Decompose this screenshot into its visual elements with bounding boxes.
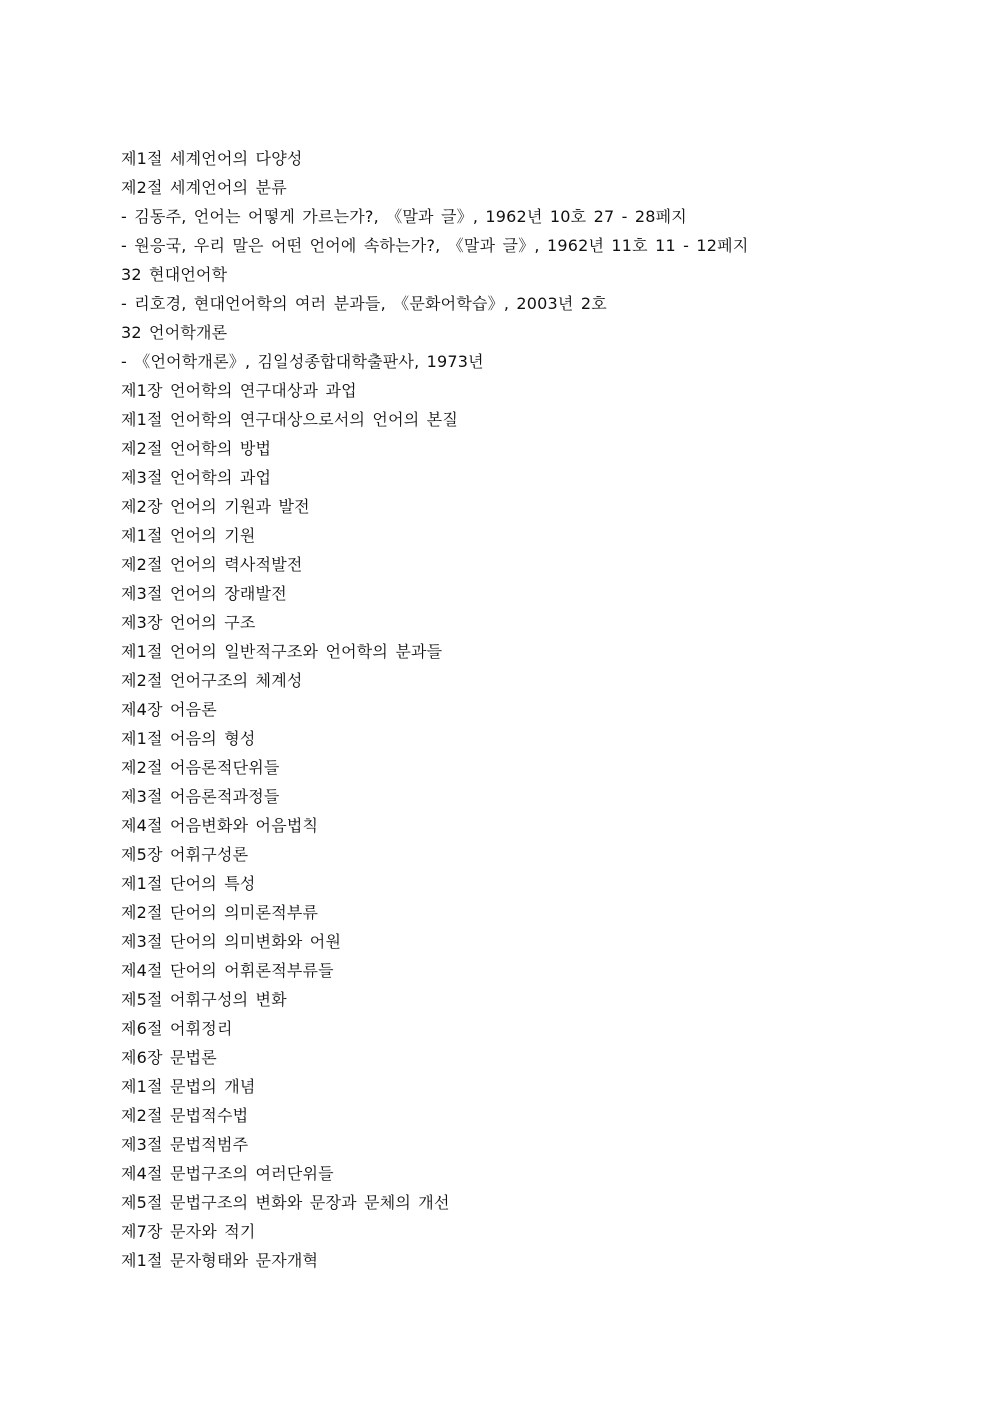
doc-line: 제4절 단어의 어휘론적부류들 xyxy=(121,961,334,980)
doc-line: 제1절 단어의 특성 xyxy=(121,874,256,893)
doc-line: 제7장 문자와 적기 xyxy=(121,1222,256,1241)
doc-line: 제1장 언어학의 연구대상과 과업 xyxy=(121,381,357,400)
doc-line: 제3절 단어의 의미변화와 어원 xyxy=(121,932,342,951)
doc-line: 32 현대언어학 xyxy=(121,265,228,284)
document-body xyxy=(121,144,941,1275)
doc-line: 제1절 언어학의 연구대상으로서의 언어의 본질 xyxy=(121,410,458,429)
doc-line: - 김동주, 언어는 어떻게 가르는가?, 《말과 글》, 1962년 10호 27 - 28페지 xyxy=(121,207,687,226)
doc-line: - 《언어학개론》, 김일성종합대학출판사, 1973년 xyxy=(121,352,484,371)
doc-line: 제2절 단어의 의미론적부류 xyxy=(121,903,319,922)
doc-line: 제2절 문법적수법 xyxy=(121,1106,249,1125)
doc-line: 제2절 언어구조의 체계성 xyxy=(121,671,303,690)
doc-line: 제2절 언어학의 방법 xyxy=(121,439,272,458)
doc-line: 제3절 언어학의 과업 xyxy=(121,468,272,487)
doc-line: 제4절 문법구조의 여러단위들 xyxy=(121,1164,334,1183)
doc-line: 제1절 문법의 개념 xyxy=(121,1077,256,1096)
doc-line: 제1절 세계언어의 다양성 xyxy=(121,149,303,168)
doc-line: 제3절 문법적범주 xyxy=(121,1135,249,1154)
doc-line: 32 언어학개론 xyxy=(121,323,228,342)
doc-line: 제2장 언어의 기원과 발전 xyxy=(121,497,310,516)
doc-line: 제5장 어휘구성론 xyxy=(121,845,249,864)
doc-line: 제1절 언어의 일반적구조와 언어학의 분과들 xyxy=(121,642,443,661)
doc-line: 제6절 어휘정리 xyxy=(121,1019,233,1038)
doc-line: 제1절 어음의 형성 xyxy=(121,729,256,748)
doc-line: 제4장 어음론 xyxy=(121,700,217,719)
doc-line: 제4절 어음변화와 어음법칙 xyxy=(121,816,319,835)
doc-line: 제3절 어음론적과정들 xyxy=(121,787,280,806)
doc-line: 제5절 문법구조의 변화와 문장과 문체의 개선 xyxy=(121,1193,450,1212)
doc-line: 제1절 문자형태와 문자개혁 xyxy=(121,1251,319,1270)
doc-line: - 원응국, 우리 말은 어떤 언어에 속하는가?, 《말과 글》, 1962년 11호 11 - 12페지 xyxy=(121,236,749,255)
doc-line: 제1절 언어의 기원 xyxy=(121,526,256,545)
doc-line: 제5절 어휘구성의 변화 xyxy=(121,990,287,1009)
doc-line: - 리호경, 현대언어학의 여러 분과들, 《문화어학습》, 2003년 2호 xyxy=(121,294,607,313)
doc-line: 제3장 언어의 구조 xyxy=(121,613,256,632)
doc-line: 제3절 언어의 장래발전 xyxy=(121,584,287,603)
doc-line: 제2절 세계언어의 분류 xyxy=(121,178,287,197)
doc-line: 제2절 언어의 력사적발전 xyxy=(121,555,303,574)
doc-line: 제2절 어음론적단위들 xyxy=(121,758,280,777)
doc-line: 제6장 문법론 xyxy=(121,1048,217,1067)
